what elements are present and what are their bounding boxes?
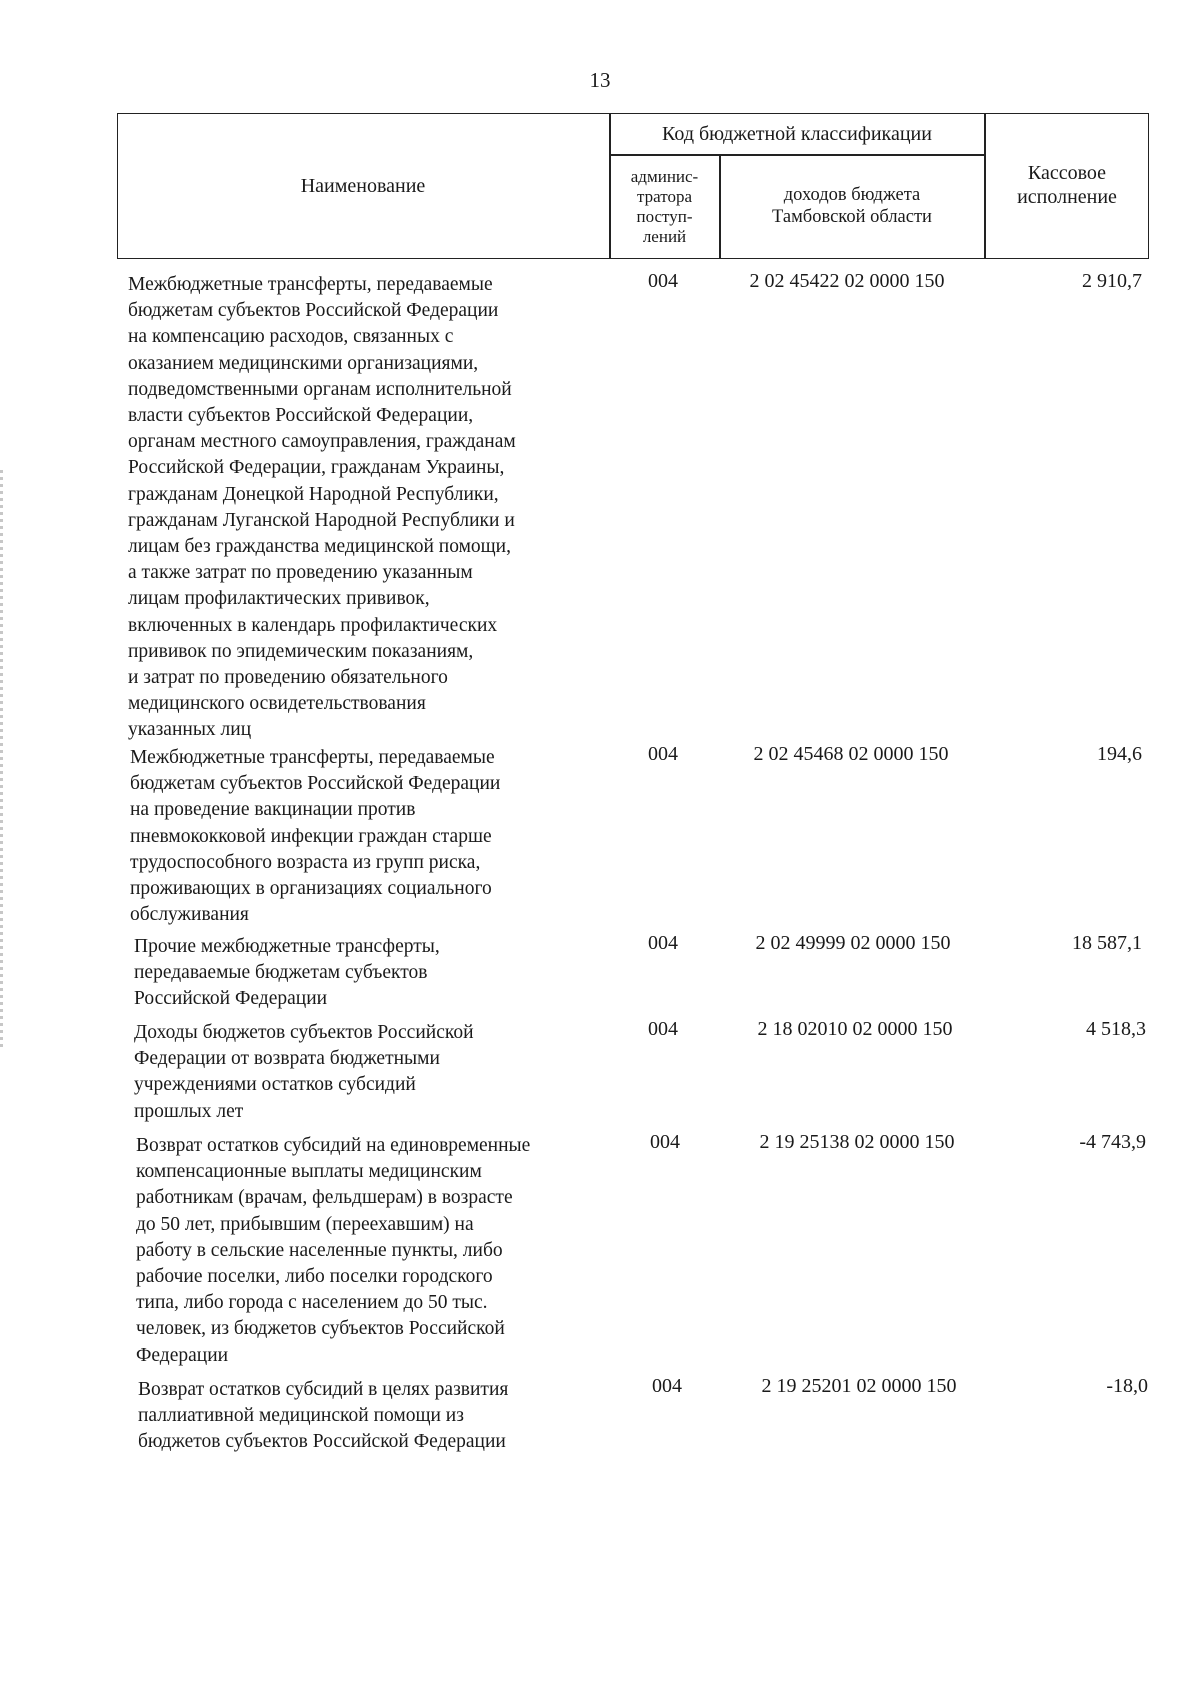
- header-admin-line: лений: [642, 227, 687, 247]
- header-income-line: доходов бюджета: [783, 185, 921, 206]
- row-name-line: власти субъектов Российской Федерации,: [128, 405, 474, 427]
- row-name-line: Российской Федерации: [134, 988, 328, 1010]
- row-name-line: гражданам Донецкой Народной Республики,: [128, 483, 499, 505]
- row-name: [138, 1377, 618, 1456]
- row-name-line: человек, из бюджетов субъектов Российской: [136, 1318, 505, 1340]
- row-name-line: на проведение вакцинации против: [130, 799, 416, 821]
- row-name-line: трудоспособного возраста из групп риска,: [130, 851, 481, 873]
- row-name-line: и затрат по проведению обязательного: [128, 667, 448, 689]
- row-name-line: прививок по эпидемическим показаниям,: [128, 640, 474, 662]
- row-name-line: работу в сельские населенные пункты, либо: [136, 1239, 503, 1261]
- row-name: [136, 1133, 616, 1369]
- header-execution: [985, 140, 1149, 230]
- row-income-code: 2 19 25138 02 0000 150: [759, 1131, 955, 1153]
- row-name-line: типа, либо города с населением до 50 тыс.: [136, 1292, 488, 1314]
- row-name-line: Российской Федерации, гражданам Украины,: [128, 457, 505, 479]
- header-name: Наименование: [300, 175, 426, 197]
- row-name: [130, 745, 600, 928]
- row-name-line: Федерации: [136, 1344, 229, 1366]
- header-income-line: Тамбовской области: [772, 207, 932, 227]
- row-name-line: работникам (врачам, фельдшерам) в возрасте: [136, 1187, 513, 1209]
- header-admin-line: админис-: [630, 166, 699, 186]
- row-admin-code: 004: [648, 932, 678, 954]
- row-name-line: рабочие поселки, либо поселки городского: [136, 1266, 493, 1288]
- row-admin-code: 004: [648, 1018, 678, 1040]
- row-name-line: бюджетам субъектов Российской Федерации: [130, 773, 501, 795]
- header-admin-line: тратора: [637, 186, 692, 206]
- row-name-line: компенсационные выплаты медицинским: [136, 1161, 482, 1183]
- row-income-code: 2 18 02010 02 0000 150: [757, 1018, 953, 1040]
- header-execution-line: Кассовое: [1027, 162, 1107, 184]
- row-name-line: учреждениями остатков субсидий: [134, 1074, 416, 1096]
- row-amount: 194,6: [1097, 743, 1142, 765]
- row-name-line: проживающих в организациях социального: [130, 878, 492, 900]
- row-admin-code: 004: [648, 270, 678, 292]
- row-name-line: до 50 лет, прибывшим (переехавшим) на: [136, 1213, 474, 1235]
- row-name: [134, 1020, 604, 1125]
- row-name-line: включенных в календарь профилактических: [128, 614, 498, 636]
- row-amount: 4 518,3: [1086, 1018, 1146, 1040]
- row-income-code: 2 02 45468 02 0000 150: [753, 743, 949, 765]
- row-name-line: органам местного самоуправления, гражданам: [128, 431, 516, 453]
- row-name-line: гражданам Луганской Народной Республики и: [128, 509, 515, 531]
- row-admin-code: 004: [652, 1375, 682, 1397]
- row-name-line: оказанием медицинскими организациями,: [128, 352, 479, 374]
- row-name-line: паллиативной медицинской помощи из: [138, 1405, 464, 1427]
- row-income-code: 2 19 25201 02 0000 150: [761, 1375, 957, 1397]
- row-name-line: указанных лиц: [128, 719, 252, 741]
- header-income: [720, 155, 984, 259]
- row-name-line: подведомственными органам исполнительной: [128, 378, 512, 400]
- row-amount: -18,0: [1106, 1375, 1148, 1397]
- header-execution-line: исполнение: [1017, 186, 1117, 208]
- row-name-line: а также затрат по проведению указанным: [128, 562, 473, 584]
- header-admin-line: поступ-: [636, 207, 693, 226]
- row-name-line: лицам профилактических прививок,: [128, 588, 430, 610]
- row-income-code: 2 02 49999 02 0000 150: [755, 932, 951, 954]
- row-name-line: бюджетам субъектов Российской Федерации: [128, 300, 499, 322]
- row-name-line: прошлых лет: [134, 1100, 244, 1122]
- row-name-line: Возврат остатков субсидий на единовременные: [136, 1135, 531, 1156]
- row-name-line: Доходы бюджетов субъектов Российской: [134, 1022, 474, 1043]
- row-name-line: на компенсацию расходов, связанных с: [128, 326, 454, 348]
- page-number: 13: [589, 68, 611, 92]
- row-name: [134, 934, 604, 1013]
- row-name-line: обслуживания: [130, 904, 249, 926]
- row-name-line: лицам без гражданства медицинской помощи,: [128, 536, 511, 558]
- row-name-line: передаваемые бюджетам субъектов: [134, 962, 428, 984]
- row-income-code: 2 02 45422 02 0000 150: [749, 270, 945, 292]
- scan-edge-artifact: [0, 470, 3, 1050]
- row-admin-code: 004: [650, 1131, 680, 1153]
- row-admin-code: 004: [648, 743, 678, 765]
- header-group: Код бюджетной классификации: [662, 122, 932, 145]
- row-amount: -4 743,9: [1079, 1131, 1146, 1153]
- row-name-line: бюджетов субъектов Российской Федерации: [138, 1431, 506, 1453]
- row-amount: 2 910,7: [1082, 270, 1142, 292]
- row-name-line: пневмококковой инфекции граждан старше: [130, 825, 492, 847]
- row-name-line: Федерации от возврата бюджетными: [134, 1048, 440, 1070]
- row-amount: 18 587,1: [1072, 932, 1142, 954]
- row-name-line: Межбюджетные трансферты, передаваемые: [130, 747, 495, 768]
- header-admin: [610, 155, 719, 259]
- row-name-line: Возврат остатков субсидий в целях развития: [138, 1379, 509, 1400]
- row-name-line: Прочие межбюджетные трансферты,: [134, 936, 440, 957]
- row-name-line: медицинского освидетельствования: [128, 693, 426, 715]
- row-name-line: Межбюджетные трансферты, передаваемые: [128, 274, 493, 295]
- row-name: [128, 272, 598, 744]
